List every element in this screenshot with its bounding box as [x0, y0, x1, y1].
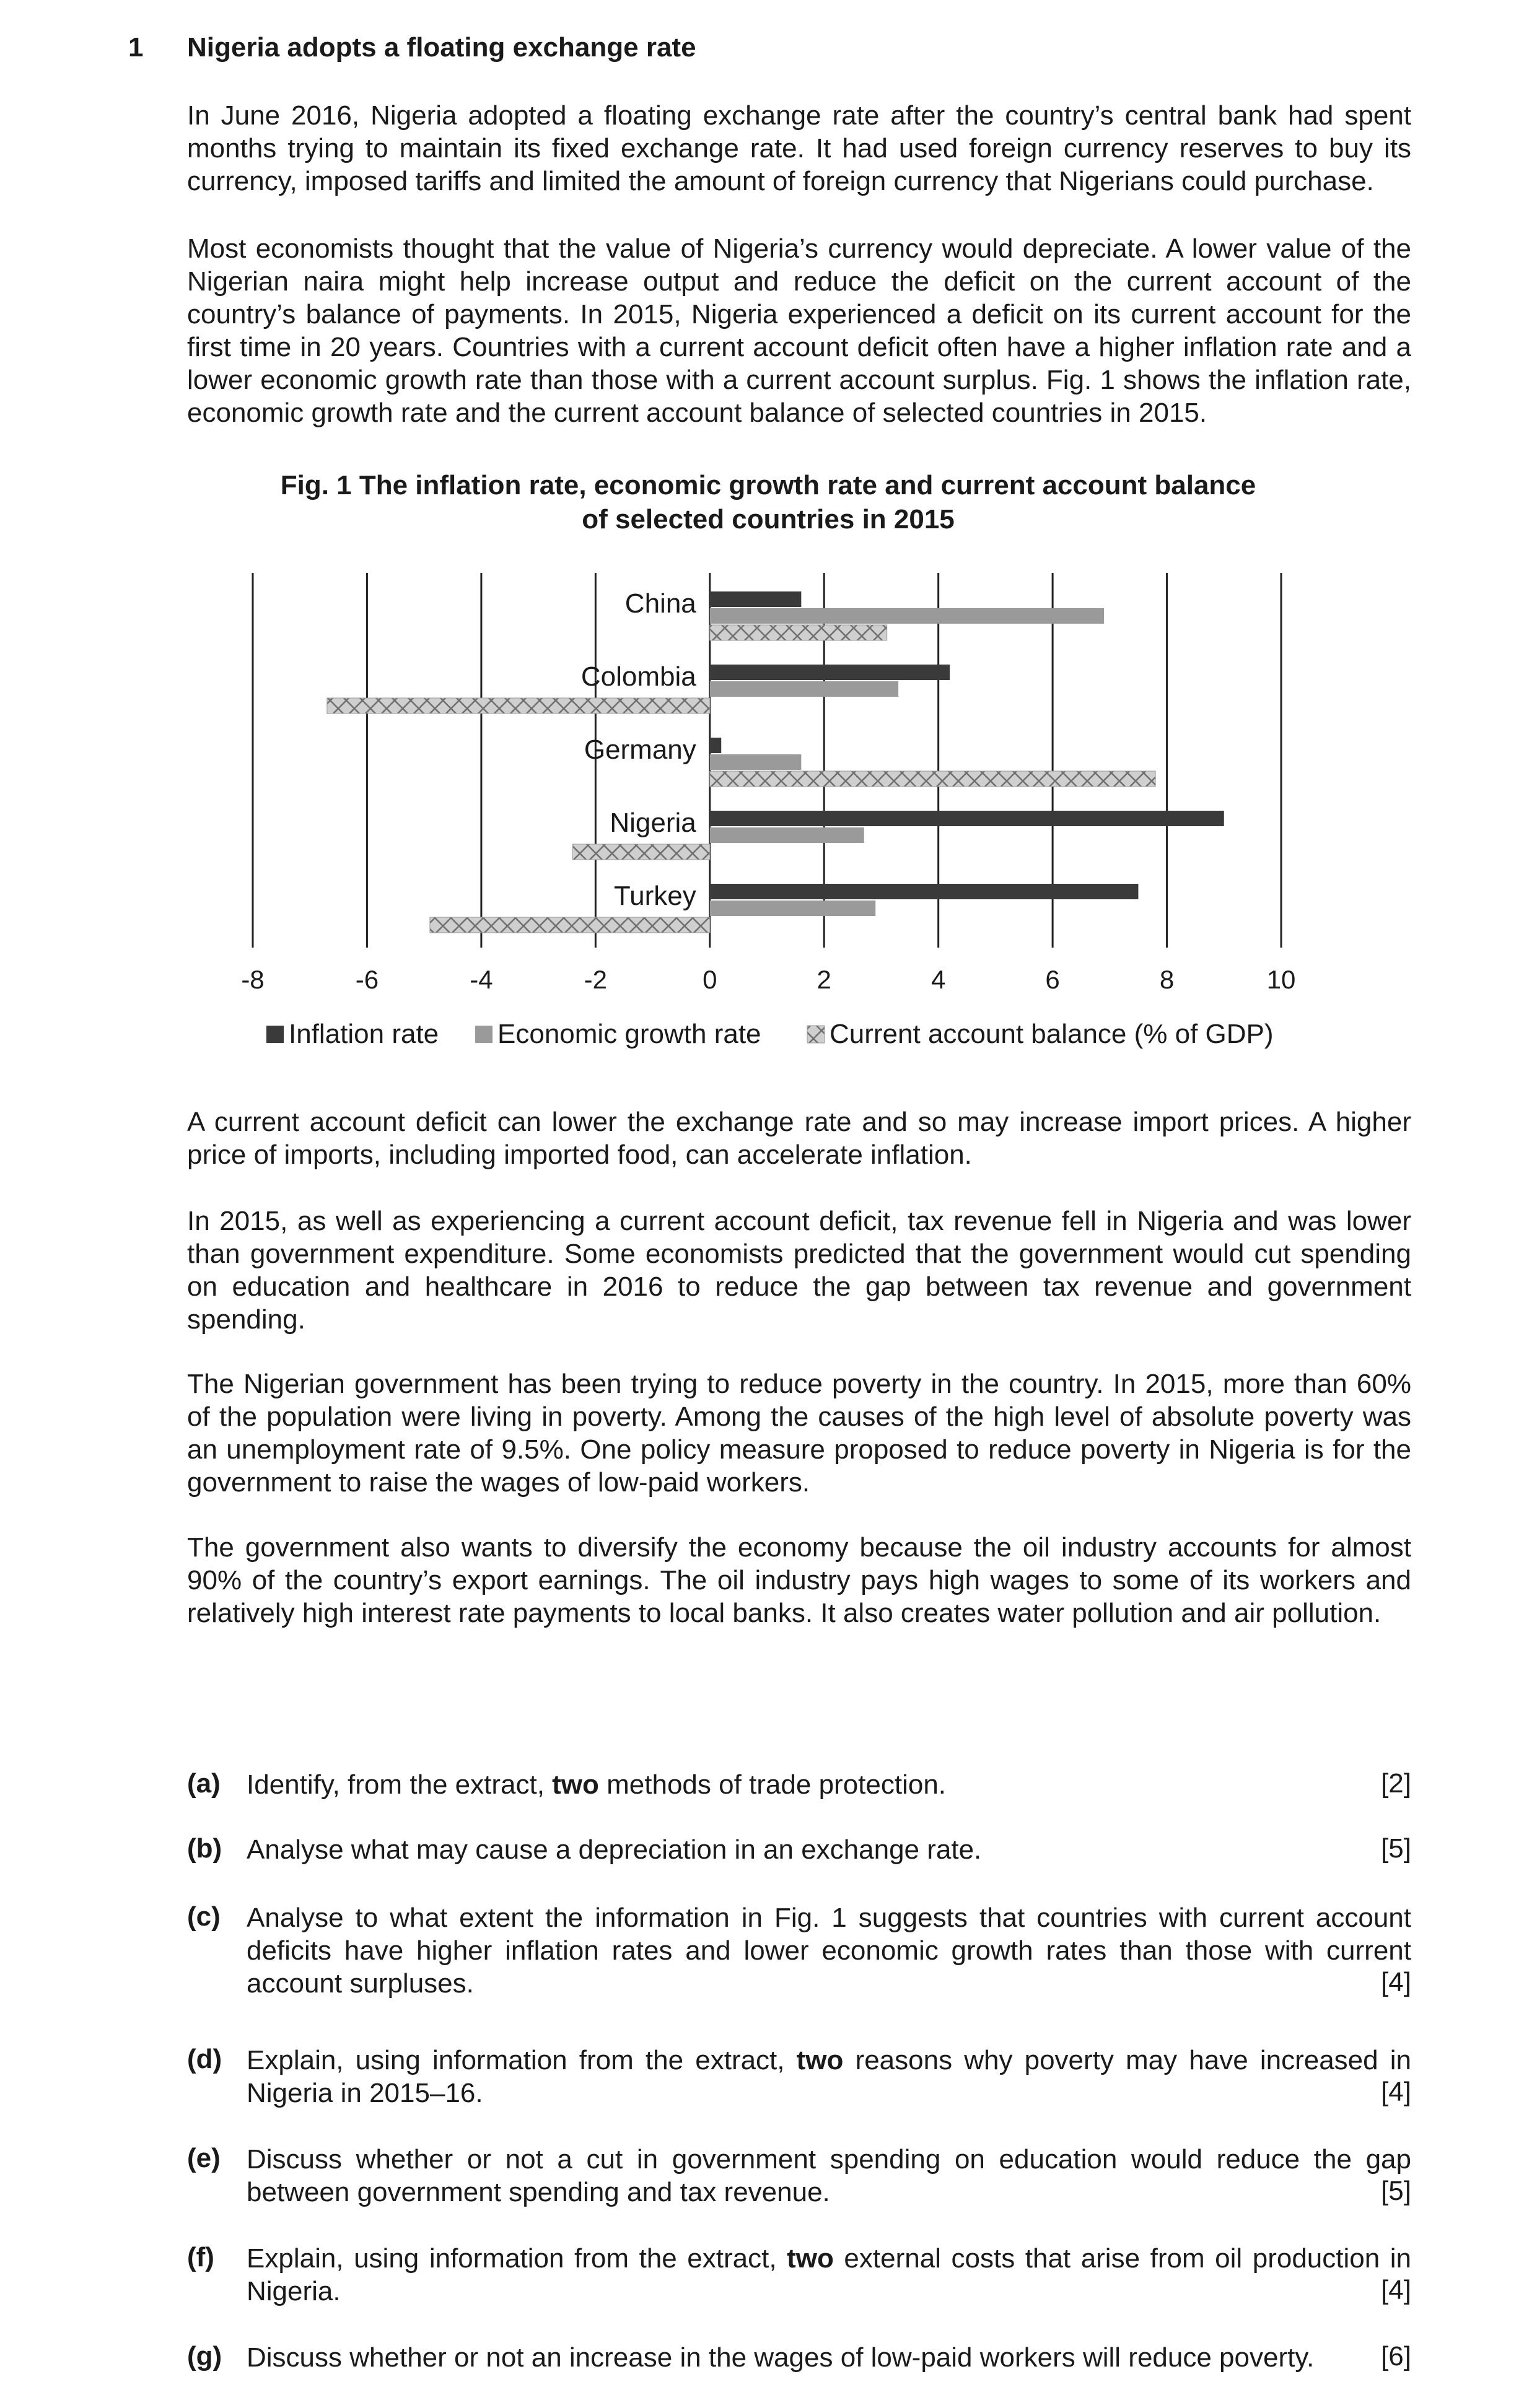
legend-swatch-2: [475, 1026, 493, 1043]
legend-label-1: Inflation rate: [289, 1019, 439, 1049]
figure-title-line-2: of selected countries in 2015: [582, 504, 955, 534]
bar-nigeria-series-1: [710, 811, 1224, 826]
question-text-4: Explain, using information from the extract, two reasons why poverty may have increased in Nigeria in 2015–16.: [247, 2045, 1411, 2108]
paragraph-6: The government also wants to diversify the economy because the oil industry accounts for almost 90% of the country’s export earnings. The oil industry pays high wages to some of its workers and relatively high interest rate payments to local banks. It also creates water pollution and air pollution.: [187, 1532, 1411, 1628]
bar-china-series-3: [710, 625, 887, 640]
paragraph-4: In 2015, as well as experiencing a current account deficit, tax revenue fell in Nigeria and was lower than government expenditure. Some economists predicted that the government would cut spending on education and healthcare in 2016 to reduce the gap between tax revenue and government spending.: [187, 1206, 1411, 1335]
question-text-1: Identify, from the extract, two methods of trade protection.: [247, 1769, 947, 1800]
question-label-2: (b): [187, 1833, 222, 1864]
figure-title-line-1: Fig. 1 The inflation rate, economic growth rate and current account balance: [280, 470, 1256, 500]
paragraph-1: In June 2016, Nigeria adopted a floating exchange rate after the country’s central bank had spent months trying to maintain its fixed exchange rate. It had used foreign currency reserves to buy its currency, imposed tariffs and limited the amount of foreign currency that Nigerians could purchase.: [187, 100, 1411, 196]
question-marks-1: [2]: [1381, 1768, 1411, 1799]
x-tick-label: 6: [1045, 965, 1060, 994]
bar-colombia-series-1: [710, 665, 950, 680]
question-number: 1: [128, 32, 144, 63]
question-label-7: (g): [187, 2341, 222, 2371]
question-label-1: (a): [187, 1768, 221, 1799]
question-title: Nigeria adopts a floating exchange rate: [187, 32, 696, 63]
bar-china-series-2: [710, 608, 1104, 624]
bar-germany-series-1: [710, 738, 721, 753]
category-label-china: China: [624, 588, 696, 619]
x-tick-label: 4: [931, 965, 946, 994]
category-label-colombia: Colombia: [580, 661, 696, 692]
x-tick-label: 10: [1266, 965, 1296, 994]
question-marks-3: [4]: [1381, 1967, 1411, 1997]
category-label-turkey: Turkey: [613, 881, 696, 911]
question-marks-6: [4]: [1381, 2275, 1411, 2305]
bar-turkey-series-3: [430, 917, 710, 933]
paragraph-3: A current account deficit can lower the exchange rate and so may increase import prices. A higher price of imports, including imported food, can accelerate inflation.: [187, 1107, 1411, 1170]
x-tick-label: 2: [817, 965, 831, 994]
question-marks-7: [6]: [1381, 2341, 1411, 2371]
bar-nigeria-series-2: [710, 827, 864, 843]
x-tick-label: -4: [470, 965, 493, 994]
question-text-3: Analyse to what extent the information in Fig. 1 suggests that countries with current account deficits have higher inflation rates and lower economic growth rates than those with current account surpluses.: [247, 1903, 1411, 1999]
question-marks-4: [4]: [1381, 2077, 1411, 2107]
question-text-6: Explain, using information from the extract, two external costs that arise from oil production in Nigeria.: [247, 2243, 1411, 2306]
x-tick-label: -2: [584, 965, 608, 994]
bar-germany-series-2: [710, 754, 802, 770]
question-text-5: Discuss whether or not a cut in government spending on education would reduce the gap between government spending and tax revenue.: [247, 2144, 1411, 2207]
question-text-2: Analyse what may cause a depreciation in an exchange rate.: [247, 1834, 982, 1865]
bar-turkey-series-2: [710, 901, 875, 916]
legend-swatch-3: [807, 1026, 825, 1043]
question-label-4: (d): [187, 2044, 222, 2074]
x-tick-label: 0: [703, 965, 717, 994]
bar-colombia-series-3: [327, 698, 710, 713]
bar-colombia-series-2: [710, 681, 898, 697]
paragraph-2: Most economists thought that the value of Nigeria’s currency would depreciate. A lower value of the Nigerian naira might help increase output and reduce the deficit on the current account of the country’s balance of payments. In 2015, Nigeria experienced a deficit on its current account for the first time in 20 years. Countries with a current account deficit often have a higher inflation rate and a lower economic growth rate than those with a current account surplus. Fig. 1 shows the inflation rate, economic growth rate and the current account balance of selected countries in 2015.: [187, 233, 1411, 428]
x-tick-label: -6: [355, 965, 379, 994]
category-label-nigeria: Nigeria: [610, 808, 696, 838]
bar-nigeria-series-3: [572, 844, 709, 860]
legend-label-3: Current account balance (% of GDP): [830, 1019, 1274, 1049]
question-text-7: Discuss whether or not an increase in the wages of low-paid workers will reduce poverty.: [247, 2342, 1315, 2373]
bar-china-series-1: [710, 591, 802, 607]
question-label-6: (f): [187, 2242, 214, 2272]
bar-chart: [0, 0, 1537, 1090]
question-marks-2: [5]: [1381, 1833, 1411, 1864]
bar-turkey-series-1: [710, 884, 1139, 899]
legend-swatch-1: [266, 1026, 284, 1043]
bar-germany-series-3: [710, 771, 1155, 787]
x-tick-label: 8: [1159, 965, 1175, 994]
question-marks-5: [5]: [1381, 2176, 1411, 2206]
question-label-3: (c): [187, 1901, 221, 1932]
x-tick-label: -8: [241, 965, 265, 994]
category-label-germany: Germany: [584, 735, 696, 765]
legend-label-2: Economic growth rate: [497, 1019, 761, 1049]
paragraph-5: The Nigerian government has been trying to reduce poverty in the country. In 2015, more than 60% of the population were living in poverty. Among the causes of the high level of absolute poverty was an unemployment rate of 9.5%. One policy measure proposed to reduce poverty in Nigeria is for the government to raise the wages of low-paid workers.: [187, 1369, 1411, 1498]
question-label-5: (e): [187, 2143, 221, 2173]
